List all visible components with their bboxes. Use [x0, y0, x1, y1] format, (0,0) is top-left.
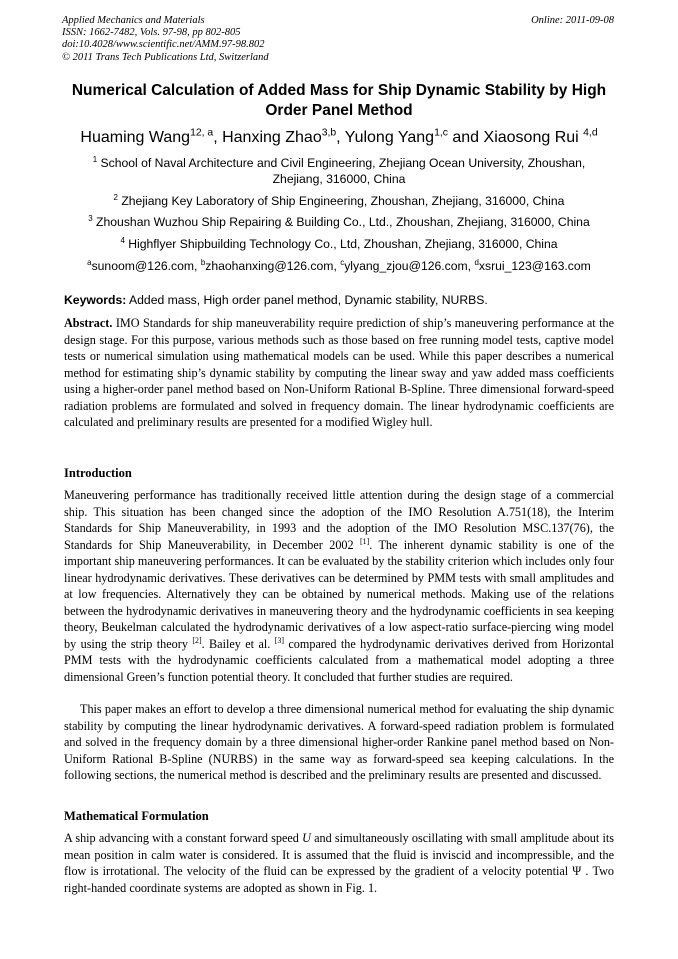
email-address: xsrui_123@163.com	[478, 259, 591, 273]
email-address: ylyang_zjou@126.com,	[344, 259, 475, 273]
affiliation-text: Zhoushan Wuzhou Ship Repairing & Building Co., Ltd., Zhoushan, Zhejiang, 316000, China	[92, 215, 590, 229]
keywords-label: Keywords:	[64, 293, 127, 307]
body-text: and simultaneously oscillating with small amplitude about its mean position in calm water is considered. It is assumed that the fluid is inviscid and incompressible, and the flow is irrotational. The velocity of the fluid can be expressed by the gradient of a velocity potential	[64, 831, 614, 878]
body-text: A ship advancing with a constant forward speed	[64, 831, 303, 845]
author-list	[40, 128, 638, 148]
affiliation-text: Zhejiang, 316000, China	[272, 172, 406, 186]
citation[interactable]: [2]	[192, 635, 202, 645]
abstract-label: Abstract.	[64, 316, 113, 330]
author-name: Hanxing Zhao	[222, 129, 322, 146]
affiliation-text: Zhejiang Key Laboratory of Ship Engineering, Zhoushan, Zhejiang, 316000, China	[117, 194, 565, 208]
body-text: . Bailey et al.	[201, 636, 275, 651]
copyright-line: © 2011 Trans Tech Publications Ltd, Switzerland	[62, 51, 269, 63]
affiliation-sup: 3	[88, 213, 93, 223]
author-name: Huaming Wang	[80, 129, 191, 146]
affiliation-sup: 2	[113, 192, 118, 202]
body-text: . The inherent dynamic stability is one of the important ship maneuvering performances. It can be evaluated by the stability criterion which includes only four linear hydrodynamic derivatives. These derivatives can be determined by PMM tests with small amplitudes and at low frequencies. Alternatively they can be obtained by numerical methods. Making use of the relations between the hydrodynamic derivatives in maneuvering theory and the hydrodynamic coefficients in sea keeping theory, Beukelman calculated the hydrodynamic derivatives of a low aspect-ratio surface-piercing wing model by using the strip theory	[64, 537, 614, 651]
citation[interactable]: [3]	[274, 635, 284, 645]
keywords-text: Added mass, High order panel method, Dynamic stability, NURBS.	[126, 293, 488, 307]
body-text: . Two right-handed coordinate systems are adopted as shown in Fig. 1.	[64, 864, 614, 895]
author-sep: ,	[336, 129, 345, 146]
author-sep: ,	[213, 129, 223, 146]
issn-line: ISSN: 1662-7482, Vols. 97-98, pp 802-805	[62, 27, 241, 39]
email-list	[50, 258, 628, 274]
abstract-text: IMO Standards for ship maneuverability require prediction of ship’s maneuvering performance at the design stage. For this purpose, various methods such as those based on free running model tests, captive model tests or numerical simulation using mathematical models can be used. While this paper describes a numerical method for estimating ship’s dynamic stability by computing the linear sway and yaw added mass coefficients using a higher-order panel method based on Non-Uniform Rational B-Spline. Three dimensional forward-speed radiation problems are formulated and solved in frequency domain. The linear hydrodynamic coefficients are calculated and preliminary results are presented for a modified Wigley hull.	[64, 316, 614, 429]
author-sup: 4,d	[583, 127, 598, 139]
math-paragraph-1	[64, 830, 614, 896]
affiliation-text: Highflyer Shipbuilding Technology Co., Ltd, Zhoushan, Zhejiang, 316000, China	[124, 237, 558, 251]
online-date: Online: 2011-09-08	[531, 15, 614, 26]
citation[interactable]: [1]	[360, 536, 370, 546]
affiliation-sup: 4	[120, 235, 125, 245]
affiliation-3	[50, 214, 628, 230]
section-heading-math: Mathematical Formulation	[64, 809, 209, 823]
email-sup: b	[200, 257, 206, 267]
variable-u: U	[302, 831, 311, 845]
affiliation-1	[50, 155, 628, 187]
keywords	[64, 292, 614, 308]
body-text: compared the hydrodynamic derivatives derived from Horizontal PMM tests with the hydrodynamic coefficients calculated from a mathematical model adopting a three dimensional Green’s function potential theory. It concluded that further studies are required.	[64, 636, 615, 684]
author-sup: 3,b	[321, 127, 337, 139]
introduction-paragraph-1	[64, 487, 614, 685]
affiliation-2	[50, 193, 628, 209]
title-line-2: Order Panel Method	[265, 102, 413, 119]
email-sup: d	[474, 257, 479, 267]
email-address: zhaohanxing@126.com,	[205, 259, 341, 273]
body-text: Maneuvering performance has traditionally received little attention during the design stage of a commercial ship. This situation has been changed since the adoption of the IMO Resolution A.751(18), the Interim Standards for Ship Maneuverability, in 1993 and the adoption of the IMO Resolution MSC.137(76), the Standards for Ship Maneuverability, in December 2002	[64, 488, 614, 552]
affiliation-sup: 1	[92, 154, 98, 164]
author-name: Xiaosong Rui	[483, 129, 584, 146]
email-sup: a	[87, 257, 92, 267]
journal-header	[62, 15, 269, 64]
section-heading-introduction: Introduction	[64, 466, 132, 480]
affiliation-4	[50, 236, 628, 252]
author-sep: and	[447, 129, 484, 146]
affiliation-text: School of Naval Architecture and Civil Engineering, Zhejiang Ocean University, Zhoushan,	[97, 156, 586, 170]
email-address: sunoom@126.com,	[91, 259, 201, 273]
doi-line: doi:10.4028/www.scientific.net/AMM.97-98.802	[62, 39, 265, 51]
email-sup: c	[340, 257, 345, 267]
variable-psi: Ψ	[572, 864, 582, 878]
paper-title	[60, 81, 618, 121]
title-line-1: Numerical Calculation of Added Mass for Ship Dynamic Stability by High	[71, 82, 607, 99]
author-name: Yulong Yang	[344, 129, 435, 146]
abstract	[64, 315, 614, 431]
author-sup: 1,c	[434, 127, 448, 139]
author-sup: 12, a	[190, 127, 214, 139]
introduction-paragraph-2: This paper makes an effort to develop a three dimensional numerical method for evaluating the ship dynamic stability by computing the linear hydrodynamic derivatives. A forward-speed radiation problem is formulated and solved in the frequency domain by a three dimensional higher-order Rankine panel method based on Non-Uniform Rational B-Spline (NURBS) in the same way as forward-speed sea keeping calculations. In the following sections, the numerical method is described and the preliminary results are presented and discussed.	[64, 702, 614, 782]
journal-name: Applied Mechanics and Materials	[62, 15, 205, 26]
